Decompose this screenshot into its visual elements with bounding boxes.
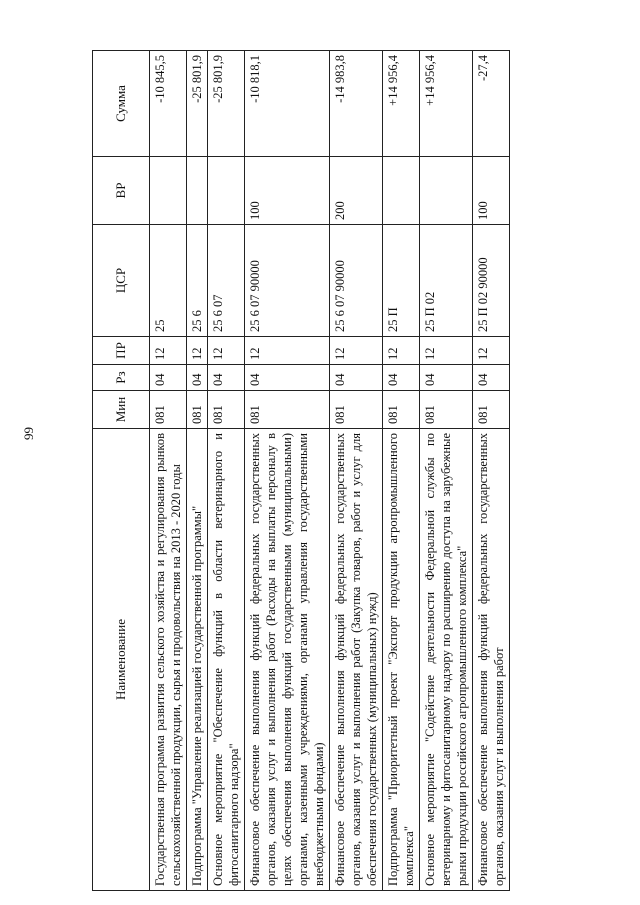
row-pr: 12 [473, 337, 510, 365]
page-number: 99 [21, 427, 36, 440]
table-row [473, 51, 510, 891]
row-name: Финансовое обеспечение выполнения функций федеральных государственных органов, оказания услуг и выполнения работ (Закупка товаров, работ и услуг для обеспечения государственных (муниципальных) нужд) [330, 429, 383, 891]
table-row [245, 51, 330, 891]
table-header-row [93, 51, 150, 891]
rotated-table-container [92, 51, 615, 891]
header-rz: Рз [93, 365, 150, 391]
row-csr: 25 6 07 [208, 225, 245, 337]
row-vr [420, 157, 473, 225]
row-min: 081 [150, 391, 187, 429]
table-row [330, 51, 383, 891]
row-name: Основное мероприятие "Обеспечение функций в области ветеринарного и фитосанитарного надзора" [208, 429, 245, 891]
row-pr: 12 [330, 337, 383, 365]
row-csr: 25 [150, 225, 187, 337]
row-sum: -10 845,5 [150, 51, 187, 157]
budget-table [92, 50, 510, 891]
row-vr: 100 [245, 157, 330, 225]
row-vr [383, 157, 420, 225]
row-csr: 25 П [383, 225, 420, 337]
row-vr [208, 157, 245, 225]
row-min: 081 [208, 391, 245, 429]
row-csr: 25 6 07 90000 [330, 225, 383, 337]
row-pr: 12 [245, 337, 330, 365]
row-pr: 12 [150, 337, 187, 365]
row-name: Основное мероприятие "Содействие деятельности Федеральной службы по ветеринарному и фитосанитарному надзору по расширению доступа на зарубежные рынки продукции российского агропромышленного комплекса" [420, 429, 473, 891]
row-sum: -14 983,8 [330, 51, 383, 157]
row-rz: 04 [150, 365, 187, 391]
header-pr: ПР [93, 337, 150, 365]
row-min: 081 [473, 391, 510, 429]
row-name: Подпрограмма "Приоритетный проект "Экспорт продукции агропромышленного комплекса" [383, 429, 420, 891]
row-rz: 04 [383, 365, 420, 391]
row-vr [187, 157, 208, 225]
row-min: 081 [187, 391, 208, 429]
row-csr: 25 П 02 90000 [473, 225, 510, 337]
row-pr: 12 [383, 337, 420, 365]
row-vr: 100 [473, 157, 510, 225]
row-min: 081 [245, 391, 330, 429]
row-pr: 12 [187, 337, 208, 365]
header-name: Наименование [93, 429, 150, 891]
row-rz: 04 [420, 365, 473, 391]
row-sum: -25 801,9 [208, 51, 245, 157]
row-rz: 04 [187, 365, 208, 391]
table-row [420, 51, 473, 891]
row-sum: +14 956,4 [383, 51, 420, 157]
row-min: 081 [420, 391, 473, 429]
row-pr: 12 [420, 337, 473, 365]
row-rz: 04 [330, 365, 383, 391]
row-name: Финансовое обеспечение выполнения функций федеральных государственных органов, оказания услуг и выполнения работ (Расходы на выплаты персоналу в целях обеспечения выполнения функций государственными (муниципальными) органами, казенными учреждениями, органами управления государственными внебюджетными фондами) [245, 429, 330, 891]
table-row [150, 51, 187, 891]
row-csr: 25 П 02 [420, 225, 473, 337]
row-min: 081 [330, 391, 383, 429]
row-pr: 12 [208, 337, 245, 365]
header-vr: ВР [93, 157, 150, 225]
table-row [383, 51, 420, 891]
row-name: Подпрограмма "Управление реализацией государственной программы" [187, 429, 208, 891]
table-row [187, 51, 208, 891]
row-csr: 25 6 07 90000 [245, 225, 330, 337]
row-name: Государственная программа развития сельского хозяйства и регулирования рынков сельскохозяйственной продукции, сырья и продовольствия на 2013 - 2020 годы [150, 429, 187, 891]
row-rz: 04 [208, 365, 245, 391]
row-vr: 200 [330, 157, 383, 225]
row-csr: 25 6 [187, 225, 208, 337]
header-sum: Сумма [93, 51, 150, 157]
row-rz: 04 [473, 365, 510, 391]
row-name: Финансовое обеспечение выполнения функций федеральных государственных органов, оказания услуг и выполнения работ [473, 429, 510, 891]
row-sum: -10 818,1 [245, 51, 330, 157]
header-min: Мин [93, 391, 150, 429]
row-rz: 04 [245, 365, 330, 391]
header-csr: ЦСР [93, 225, 150, 337]
row-sum: -25 801,9 [187, 51, 208, 157]
table-row [208, 51, 245, 891]
row-min: 081 [383, 391, 420, 429]
row-vr [150, 157, 187, 225]
row-sum: -27,4 [473, 51, 510, 157]
row-sum: +14 956,4 [420, 51, 473, 157]
